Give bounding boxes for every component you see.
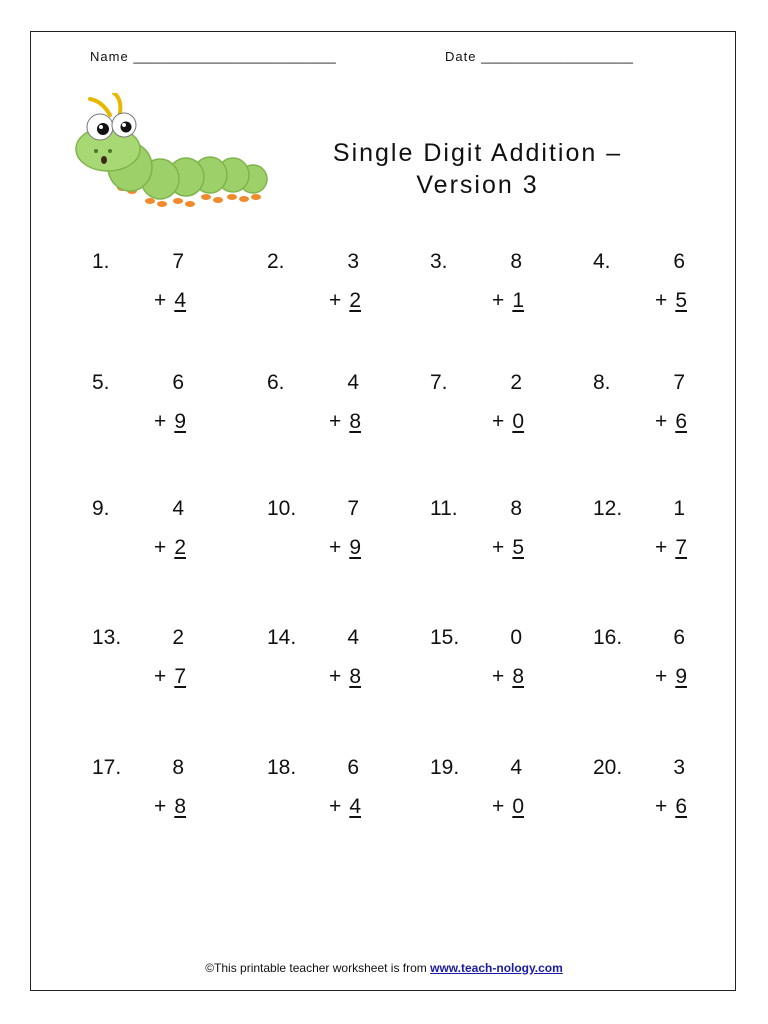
bottom-addend: 9 — [174, 410, 186, 433]
plus-sign: + — [492, 665, 505, 688]
problem-5 — [92, 371, 202, 451]
name-line: ____________________________ — [133, 49, 336, 64]
plus-sign: + — [492, 795, 505, 818]
top-addend: 4 — [347, 626, 359, 649]
plus-sign: + — [154, 665, 167, 688]
plus-sign: + — [154, 795, 167, 818]
date-field[interactable] — [445, 49, 633, 64]
bottom-row — [655, 795, 687, 819]
bottom-addend: 9 — [349, 536, 361, 559]
bottom-addend: 6 — [675, 795, 687, 818]
plus-sign: + — [655, 410, 668, 433]
bottom-addend: 8 — [349, 410, 361, 433]
top-addend: 1 — [673, 497, 685, 520]
plus-sign: + — [329, 289, 342, 312]
bottom-addend: 8 — [512, 665, 524, 688]
title-line-1: Single Digit Addition – — [332, 139, 623, 167]
problem-number: 20. — [593, 756, 623, 779]
problem-number: 10. — [267, 497, 297, 520]
bottom-addend: 4 — [174, 289, 186, 312]
problem-number: 19. — [430, 756, 460, 779]
bottom-row — [329, 665, 361, 689]
bottom-row — [329, 536, 361, 560]
top-addend: 6 — [172, 371, 184, 394]
problem-7 — [430, 371, 540, 451]
problem-number: 2. — [267, 250, 285, 273]
problem-8 — [593, 371, 703, 451]
problem-number: 3. — [430, 250, 448, 273]
bottom-addend: 8 — [349, 665, 361, 688]
top-addend: 8 — [510, 250, 522, 273]
bottom-row — [154, 536, 186, 560]
problem-6 — [267, 371, 377, 451]
bottom-addend: 1 — [512, 289, 524, 312]
problem-19 — [430, 756, 540, 836]
bottom-row — [329, 289, 361, 313]
problem-number: 8. — [593, 371, 611, 394]
bottom-addend: 4 — [349, 795, 361, 818]
top-addend: 6 — [347, 756, 359, 779]
bottom-row — [154, 289, 186, 313]
problem-number: 12. — [593, 497, 623, 520]
bottom-row — [655, 665, 687, 689]
problem-10 — [267, 497, 377, 577]
date-line: _____________________ — [481, 49, 633, 64]
plus-sign: + — [655, 665, 668, 688]
problem-18 — [267, 756, 377, 836]
bottom-addend: 7 — [174, 665, 186, 688]
problem-number: 9. — [92, 497, 110, 520]
top-addend: 7 — [673, 371, 685, 394]
plus-sign: + — [329, 665, 342, 688]
problem-13 — [92, 626, 202, 706]
bottom-row — [655, 536, 687, 560]
bottom-addend: 6 — [675, 410, 687, 433]
bottom-row — [154, 665, 186, 689]
top-addend: 2 — [510, 371, 522, 394]
top-addend: 3 — [673, 756, 685, 779]
bottom-addend: 2 — [174, 536, 186, 559]
top-addend: 4 — [510, 756, 522, 779]
problem-number: 7. — [430, 371, 448, 394]
top-addend: 4 — [172, 497, 184, 520]
bottom-row — [154, 795, 186, 819]
top-addend: 7 — [172, 250, 184, 273]
bottom-row — [655, 289, 687, 313]
plus-sign: + — [329, 536, 342, 559]
problem-15 — [430, 626, 540, 706]
plus-sign: + — [154, 410, 167, 433]
bottom-addend: 9 — [675, 665, 687, 688]
top-addend: 6 — [673, 626, 685, 649]
top-addend: 6 — [673, 250, 685, 273]
problem-number: 14. — [267, 626, 297, 649]
bottom-row — [492, 410, 524, 434]
problem-12 — [593, 497, 703, 577]
bottom-row — [492, 665, 524, 689]
problem-14 — [267, 626, 377, 706]
bottom-row — [329, 795, 361, 819]
problem-number: 18. — [267, 756, 297, 779]
page-title — [300, 137, 655, 201]
bottom-addend: 5 — [675, 289, 687, 312]
plus-sign: + — [329, 410, 342, 433]
problem-number: 4. — [593, 250, 611, 273]
footer-link[interactable]: www.teach-nology.com — [430, 961, 563, 975]
bottom-addend: 0 — [512, 410, 524, 433]
problem-20 — [593, 756, 703, 836]
bottom-row — [154, 410, 186, 434]
plus-sign: + — [154, 289, 167, 312]
problem-number: 17. — [92, 756, 122, 779]
plus-sign: + — [655, 795, 668, 818]
top-addend: 7 — [347, 497, 359, 520]
problem-number: 13. — [92, 626, 122, 649]
problem-2 — [267, 250, 377, 330]
plus-sign: + — [655, 536, 668, 559]
bottom-addend: 2 — [349, 289, 361, 312]
problem-9 — [92, 497, 202, 577]
problem-number: 5. — [92, 371, 110, 394]
problem-number: 15. — [430, 626, 460, 649]
top-addend: 2 — [172, 626, 184, 649]
top-addend: 8 — [510, 497, 522, 520]
top-addend: 8 — [172, 756, 184, 779]
plus-sign: + — [492, 289, 505, 312]
plus-sign: + — [329, 795, 342, 818]
bottom-addend: 8 — [174, 795, 186, 818]
bottom-row — [329, 410, 361, 434]
problem-number: 1. — [92, 250, 110, 273]
bottom-row — [492, 289, 524, 313]
bottom-addend: 7 — [675, 536, 687, 559]
name-label: Name — [90, 49, 129, 64]
name-field[interactable] — [90, 49, 336, 64]
title-line-2: Version 3 — [416, 171, 539, 199]
bottom-row — [492, 536, 524, 560]
bottom-row — [492, 795, 524, 819]
problem-4 — [593, 250, 703, 330]
plus-sign: + — [492, 410, 505, 433]
top-addend: 4 — [347, 371, 359, 394]
plus-sign: + — [492, 536, 505, 559]
footer — [0, 961, 768, 975]
problem-number: 16. — [593, 626, 623, 649]
problem-1 — [92, 250, 202, 330]
problem-16 — [593, 626, 703, 706]
top-addend: 3 — [347, 250, 359, 273]
date-label: Date — [445, 49, 477, 64]
problem-number: 11. — [430, 497, 458, 520]
problem-11 — [430, 497, 540, 577]
plus-sign: + — [655, 289, 668, 312]
bottom-addend: 5 — [512, 536, 524, 559]
footer-text: ©This printable teacher worksheet is from — [205, 961, 431, 975]
bottom-addend: 0 — [512, 795, 524, 818]
bottom-row — [655, 410, 687, 434]
caterpillar-icon — [70, 93, 270, 213]
plus-sign: + — [154, 536, 167, 559]
problem-number: 6. — [267, 371, 285, 394]
problem-17 — [92, 756, 202, 836]
top-addend: 0 — [510, 626, 522, 649]
problem-3 — [430, 250, 540, 330]
